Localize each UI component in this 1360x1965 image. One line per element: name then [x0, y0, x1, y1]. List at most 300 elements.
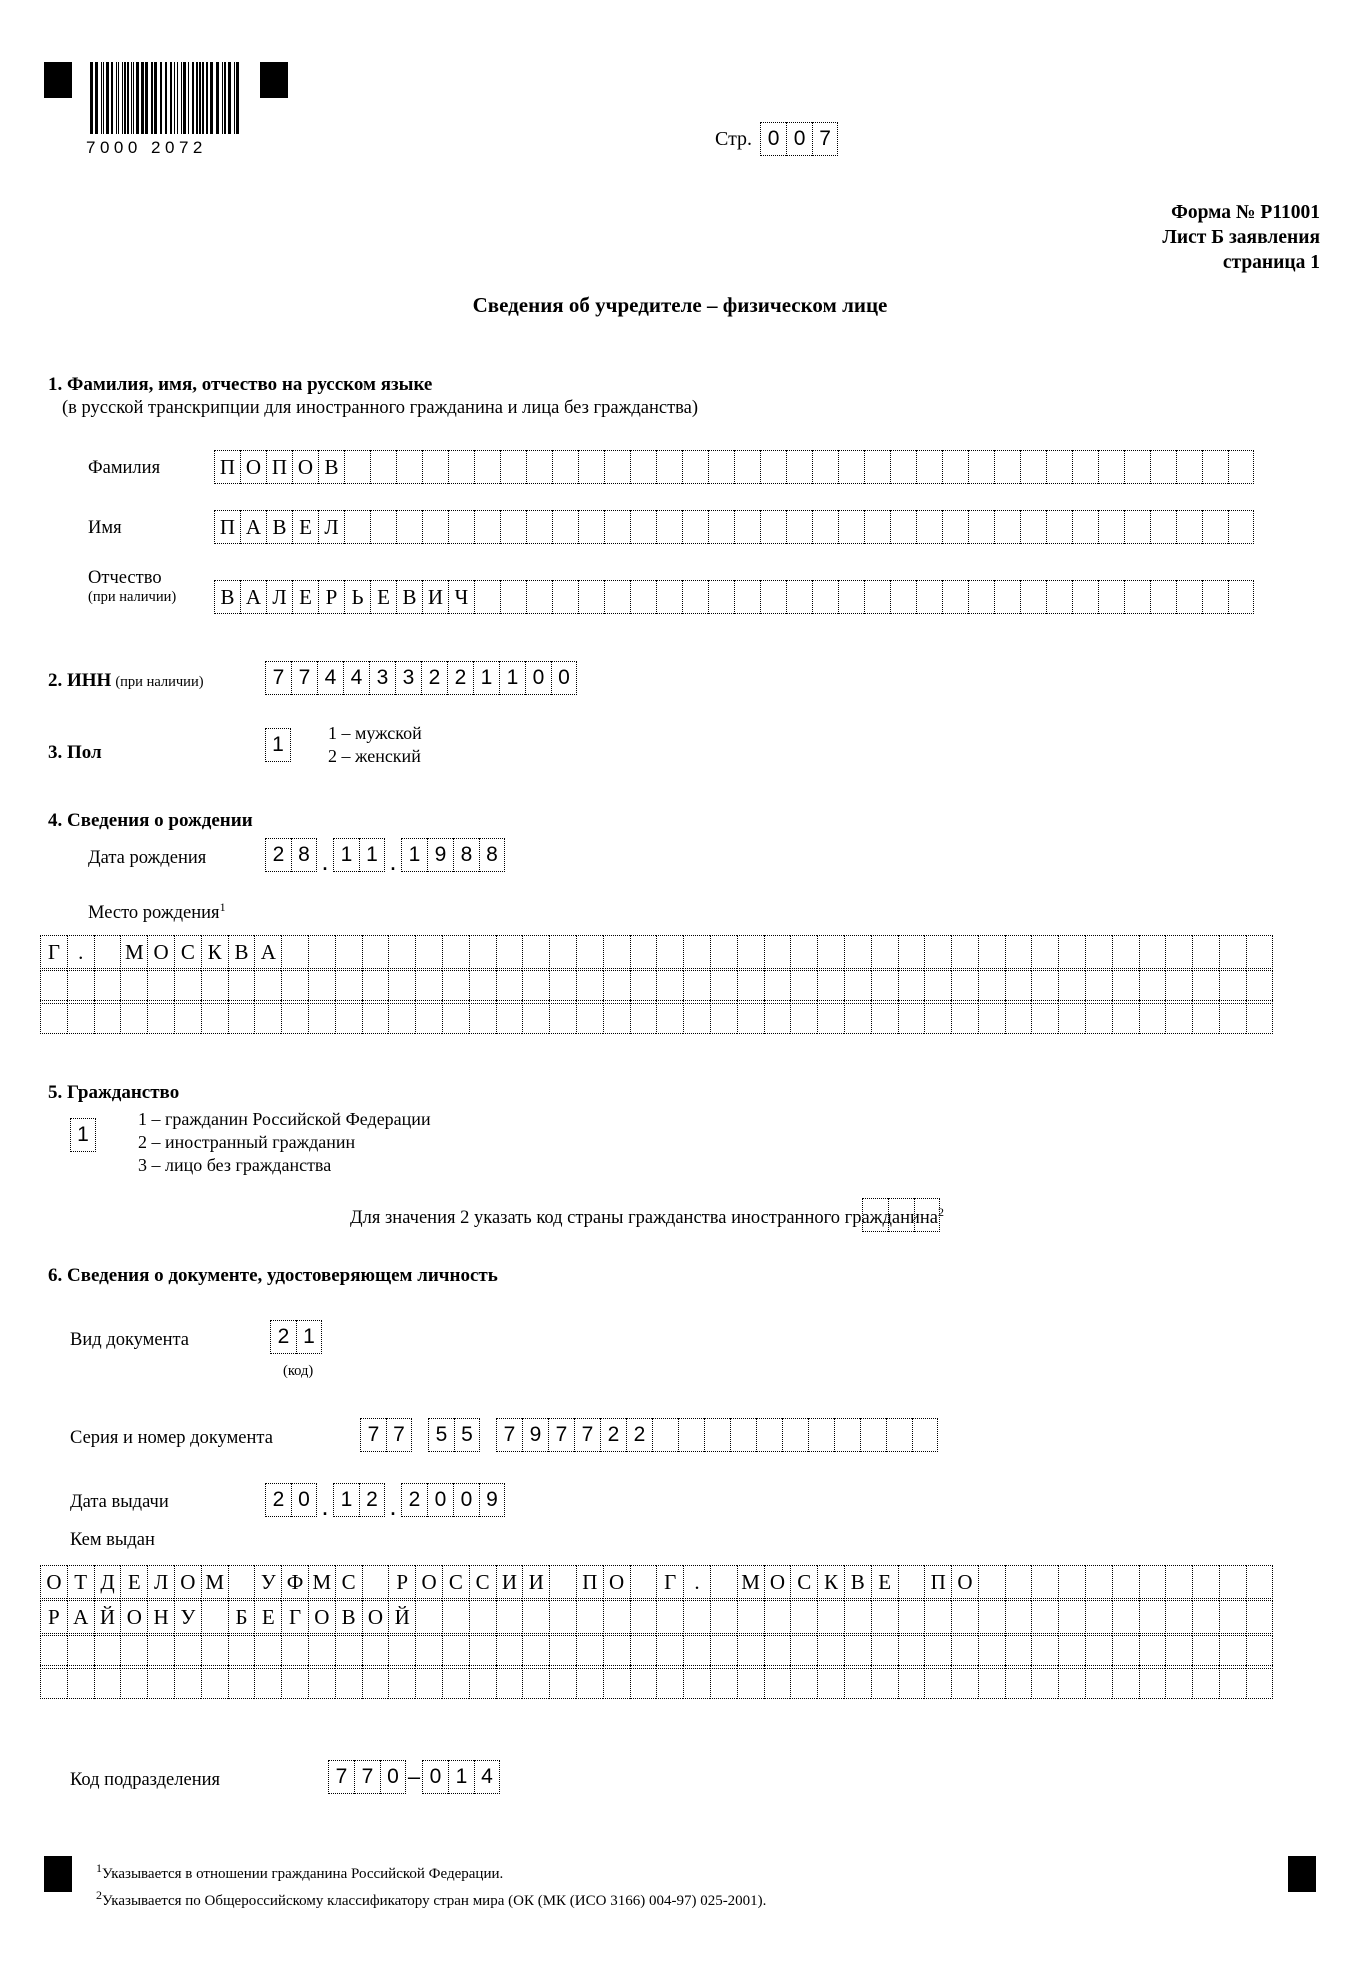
char-cell[interactable] — [1219, 970, 1246, 1004]
char-cell[interactable]: О — [415, 1565, 442, 1599]
char-cell[interactable]: Е — [254, 1600, 281, 1634]
char-cell[interactable] — [1031, 1665, 1058, 1699]
char-cell[interactable] — [994, 580, 1020, 614]
char-cell[interactable] — [1046, 510, 1072, 544]
char-cell[interactable]: О — [764, 1565, 791, 1599]
char-cell[interactable] — [978, 1665, 1005, 1699]
char-cell[interactable] — [916, 510, 942, 544]
char-cell[interactable]: 2 — [626, 1418, 652, 1452]
char-cell[interactable]: С — [469, 1565, 496, 1599]
char-cell[interactable]: К — [201, 935, 228, 969]
char-cell[interactable] — [683, 1665, 710, 1699]
char-cell[interactable] — [552, 450, 578, 484]
char-cell[interactable] — [994, 450, 1020, 484]
char-cell[interactable]: 8 — [479, 838, 505, 872]
char-cell[interactable] — [147, 1000, 174, 1034]
char-cell[interactable] — [228, 1565, 255, 1599]
char-cell[interactable] — [174, 970, 201, 1004]
char-cell[interactable] — [1165, 1565, 1192, 1599]
char-cell[interactable] — [630, 1665, 657, 1699]
char-cell[interactable] — [1192, 970, 1219, 1004]
char-cell[interactable] — [422, 510, 448, 544]
char-cell[interactable]: Л — [318, 510, 344, 544]
char-cell[interactable] — [308, 935, 335, 969]
char-cell[interactable] — [710, 970, 737, 1004]
char-cell[interactable] — [951, 1600, 978, 1634]
char-cell[interactable] — [1020, 450, 1046, 484]
char-cell[interactable] — [254, 1000, 281, 1034]
char-cell[interactable]: Й — [94, 1600, 121, 1634]
char-cell[interactable] — [656, 1635, 683, 1669]
char-cell[interactable] — [415, 935, 442, 969]
char-cell[interactable] — [308, 1635, 335, 1669]
issuer-input-row-4[interactable] — [40, 1665, 1320, 1699]
char-cell[interactable] — [281, 1000, 308, 1034]
char-cell[interactable] — [1005, 970, 1032, 1004]
char-cell[interactable] — [1139, 1635, 1166, 1669]
char-cell[interactable] — [844, 935, 871, 969]
char-cell[interactable] — [844, 1600, 871, 1634]
char-cell[interactable] — [1192, 935, 1219, 969]
char-cell[interactable] — [1031, 935, 1058, 969]
char-cell[interactable]: 1 — [473, 661, 499, 695]
char-cell[interactable] — [1165, 1000, 1192, 1034]
char-cell[interactable] — [254, 1665, 281, 1699]
char-cell[interactable]: 7 — [812, 122, 838, 156]
char-cell[interactable] — [578, 510, 604, 544]
cell-group[interactable] — [496, 1418, 938, 1452]
char-cell[interactable] — [1176, 450, 1202, 484]
char-cell[interactable] — [898, 1000, 925, 1034]
char-cell[interactable] — [708, 450, 734, 484]
char-cell[interactable] — [968, 510, 994, 544]
char-cell[interactable] — [370, 510, 396, 544]
inn-input[interactable] — [265, 661, 577, 695]
char-cell[interactable] — [576, 1665, 603, 1699]
char-cell[interactable] — [898, 935, 925, 969]
char-cell[interactable] — [1020, 510, 1046, 544]
char-cell[interactable] — [951, 935, 978, 969]
char-cell[interactable] — [526, 450, 552, 484]
char-cell[interactable] — [764, 1000, 791, 1034]
char-cell[interactable]: М — [201, 1565, 228, 1599]
char-cell[interactable] — [120, 1665, 147, 1699]
char-cell[interactable] — [281, 1635, 308, 1669]
char-cell[interactable] — [281, 1665, 308, 1699]
char-cell[interactable]: О — [147, 935, 174, 969]
char-cell[interactable] — [1085, 935, 1112, 969]
char-cell[interactable] — [549, 1000, 576, 1034]
char-cell[interactable]: А — [240, 580, 266, 614]
char-cell[interactable] — [308, 1665, 335, 1699]
char-cell[interactable] — [764, 1600, 791, 1634]
char-cell[interactable] — [862, 1198, 888, 1232]
char-cell[interactable] — [678, 1418, 704, 1452]
given-name-input[interactable] — [214, 510, 1254, 544]
char-cell[interactable]: Г — [40, 935, 67, 969]
char-cell[interactable] — [174, 1000, 201, 1034]
char-cell[interactable] — [1085, 1665, 1112, 1699]
char-cell[interactable] — [254, 1635, 281, 1669]
char-cell[interactable]: Е — [120, 1565, 147, 1599]
char-cell[interactable] — [924, 970, 951, 1004]
char-cell[interactable] — [40, 1665, 67, 1699]
char-cell[interactable] — [415, 970, 442, 1004]
char-cell[interactable]: О — [308, 1600, 335, 1634]
birth-place-input-row-3[interactable] — [40, 1000, 1320, 1034]
char-cell[interactable] — [469, 935, 496, 969]
char-cell[interactable]: П — [266, 450, 292, 484]
char-cell[interactable] — [549, 1565, 576, 1599]
char-cell[interactable] — [1202, 450, 1228, 484]
char-cell[interactable] — [415, 1600, 442, 1634]
char-cell[interactable]: 0 — [422, 1760, 448, 1794]
char-cell[interactable] — [388, 935, 415, 969]
char-cell[interactable] — [396, 510, 422, 544]
char-cell[interactable]: 1 — [448, 1760, 474, 1794]
char-cell[interactable]: В — [844, 1565, 871, 1599]
char-cell[interactable] — [951, 970, 978, 1004]
char-cell[interactable]: П — [576, 1565, 603, 1599]
char-cell[interactable] — [737, 1600, 764, 1634]
char-cell[interactable]: . — [67, 935, 94, 969]
char-cell[interactable] — [968, 450, 994, 484]
char-cell[interactable]: И — [422, 580, 448, 614]
char-cell[interactable] — [682, 450, 708, 484]
char-cell[interactable] — [396, 450, 422, 484]
char-cell[interactable] — [683, 1000, 710, 1034]
char-cell[interactable] — [682, 510, 708, 544]
char-cell[interactable]: 1 — [296, 1320, 322, 1354]
char-cell[interactable] — [228, 1665, 255, 1699]
char-cell[interactable] — [1150, 580, 1176, 614]
char-cell[interactable] — [335, 1000, 362, 1034]
char-cell[interactable] — [916, 580, 942, 614]
char-cell[interactable] — [335, 970, 362, 1004]
char-cell[interactable] — [174, 1665, 201, 1699]
char-cell[interactable] — [442, 1600, 469, 1634]
char-cell[interactable]: Й — [388, 1600, 415, 1634]
char-cell[interactable] — [469, 970, 496, 1004]
char-cell[interactable] — [1202, 580, 1228, 614]
char-cell[interactable]: 2 — [401, 1483, 427, 1517]
char-cell[interactable] — [1219, 1635, 1246, 1669]
char-cell[interactable] — [871, 970, 898, 1004]
char-cell[interactable]: 2 — [359, 1483, 385, 1517]
char-cell[interactable] — [344, 450, 370, 484]
char-cell[interactable] — [94, 1000, 121, 1034]
char-cell[interactable] — [448, 510, 474, 544]
char-cell[interactable] — [442, 935, 469, 969]
char-cell[interactable] — [924, 1665, 951, 1699]
char-cell[interactable]: Р — [318, 580, 344, 614]
char-cell[interactable] — [978, 970, 1005, 1004]
char-cell[interactable]: Л — [147, 1565, 174, 1599]
char-cell[interactable] — [860, 1418, 886, 1452]
char-cell[interactable] — [474, 580, 500, 614]
char-cell[interactable]: 7 — [328, 1760, 354, 1794]
char-cell[interactable] — [737, 1665, 764, 1699]
char-cell[interactable]: С — [335, 1565, 362, 1599]
char-cell[interactable]: 0 — [786, 122, 812, 156]
char-cell[interactable] — [578, 580, 604, 614]
char-cell[interactable] — [281, 935, 308, 969]
birth-date-input[interactable] — [265, 838, 505, 876]
char-cell[interactable] — [1005, 1665, 1032, 1699]
char-cell[interactable] — [1031, 1565, 1058, 1599]
char-cell[interactable] — [603, 970, 630, 1004]
char-cell[interactable] — [790, 1000, 817, 1034]
char-cell[interactable] — [1058, 1665, 1085, 1699]
char-cell[interactable] — [201, 1665, 228, 1699]
char-cell[interactable] — [871, 1665, 898, 1699]
char-cell[interactable] — [1139, 1565, 1166, 1599]
char-cell[interactable] — [1046, 450, 1072, 484]
birth-place-input-row-1[interactable] — [40, 935, 1320, 969]
char-cell[interactable] — [1058, 970, 1085, 1004]
char-cell[interactable] — [817, 1000, 844, 1034]
char-cell[interactable] — [147, 1665, 174, 1699]
char-cell[interactable] — [817, 1600, 844, 1634]
char-cell[interactable]: 2 — [265, 838, 291, 872]
char-cell[interactable] — [838, 510, 864, 544]
char-cell[interactable] — [817, 935, 844, 969]
char-cell[interactable]: 1 — [333, 838, 359, 872]
char-cell[interactable] — [890, 580, 916, 614]
char-cell[interactable] — [1219, 1665, 1246, 1699]
char-cell[interactable] — [782, 1418, 808, 1452]
char-cell[interactable] — [1165, 1600, 1192, 1634]
char-cell[interactable] — [576, 935, 603, 969]
issue-date-input[interactable] — [265, 1483, 505, 1521]
char-cell[interactable] — [576, 970, 603, 1004]
char-cell[interactable] — [496, 970, 523, 1004]
char-cell[interactable] — [1246, 1000, 1273, 1034]
char-cell[interactable]: 5 — [428, 1418, 454, 1452]
char-cell[interactable]: 7 — [496, 1418, 522, 1452]
char-cell[interactable] — [790, 970, 817, 1004]
char-cell[interactable] — [67, 1635, 94, 1669]
char-cell[interactable] — [526, 510, 552, 544]
char-cell[interactable]: 0 — [427, 1483, 453, 1517]
char-cell[interactable] — [576, 1600, 603, 1634]
char-cell[interactable] — [1202, 510, 1228, 544]
char-cell[interactable]: Р — [40, 1600, 67, 1634]
char-cell[interactable] — [630, 450, 656, 484]
char-cell[interactable] — [924, 935, 951, 969]
char-cell[interactable] — [344, 510, 370, 544]
char-cell[interactable] — [362, 1635, 389, 1669]
char-cell[interactable] — [415, 1665, 442, 1699]
char-cell[interactable] — [978, 1000, 1005, 1034]
char-cell[interactable] — [898, 970, 925, 1004]
char-cell[interactable] — [94, 1635, 121, 1669]
char-cell[interactable] — [978, 1635, 1005, 1669]
char-cell[interactable]: 3 — [369, 661, 395, 695]
char-cell[interactable]: Е — [292, 510, 318, 544]
char-cell[interactable] — [201, 1635, 228, 1669]
char-cell[interactable]: 0 — [380, 1760, 406, 1794]
char-cell[interactable]: 2 — [447, 661, 473, 695]
char-cell[interactable] — [469, 1635, 496, 1669]
char-cell[interactable] — [1005, 1000, 1032, 1034]
char-cell[interactable] — [942, 580, 968, 614]
char-cell[interactable] — [94, 935, 121, 969]
char-cell[interactable] — [737, 935, 764, 969]
char-cell[interactable] — [730, 1418, 756, 1452]
char-cell[interactable] — [630, 970, 657, 1004]
char-cell[interactable] — [1219, 1600, 1246, 1634]
char-cell[interactable] — [549, 1600, 576, 1634]
char-cell[interactable]: 0 — [291, 1483, 317, 1517]
char-cell[interactable] — [552, 510, 578, 544]
char-cell[interactable] — [1246, 970, 1273, 1004]
cell-group[interactable] — [333, 1483, 385, 1517]
char-cell[interactable] — [1098, 510, 1124, 544]
issuer-input-row-2[interactable] — [40, 1600, 1320, 1634]
char-cell[interactable] — [1058, 1635, 1085, 1669]
char-cell[interactable] — [734, 450, 760, 484]
char-cell[interactable] — [683, 935, 710, 969]
char-cell[interactable] — [147, 1635, 174, 1669]
surname-input[interactable] — [214, 450, 1254, 484]
char-cell[interactable]: В — [335, 1600, 362, 1634]
char-cell[interactable]: М — [120, 935, 147, 969]
char-cell[interactable] — [1165, 935, 1192, 969]
char-cell[interactable] — [1139, 970, 1166, 1004]
char-cell[interactable] — [1139, 1000, 1166, 1034]
char-cell[interactable] — [147, 970, 174, 1004]
char-cell[interactable] — [388, 1000, 415, 1034]
char-cell[interactable]: 7 — [386, 1418, 412, 1452]
char-cell[interactable] — [951, 1635, 978, 1669]
char-cell[interactable] — [838, 450, 864, 484]
char-cell[interactable] — [864, 510, 890, 544]
cell-group[interactable] — [265, 1483, 317, 1517]
char-cell[interactable] — [888, 1198, 914, 1232]
char-cell[interactable] — [1228, 580, 1254, 614]
char-cell[interactable] — [682, 580, 708, 614]
char-cell[interactable] — [522, 970, 549, 1004]
char-cell[interactable]: Д — [94, 1565, 121, 1599]
char-cell[interactable] — [1150, 450, 1176, 484]
char-cell[interactable] — [924, 1600, 951, 1634]
char-cell[interactable] — [40, 1635, 67, 1669]
char-cell[interactable] — [942, 510, 968, 544]
char-cell[interactable] — [549, 1635, 576, 1669]
char-cell[interactable] — [1150, 510, 1176, 544]
char-cell[interactable]: В — [396, 580, 422, 614]
char-cell[interactable] — [496, 1635, 523, 1669]
char-cell[interactable] — [924, 1635, 951, 1669]
char-cell[interactable]: В — [228, 935, 255, 969]
char-cell[interactable] — [760, 580, 786, 614]
char-cell[interactable] — [362, 935, 389, 969]
char-cell[interactable] — [603, 1600, 630, 1634]
char-cell[interactable] — [871, 1635, 898, 1669]
char-cell[interactable] — [576, 1000, 603, 1034]
char-cell[interactable] — [656, 450, 682, 484]
char-cell[interactable] — [1219, 935, 1246, 969]
char-cell[interactable] — [924, 1000, 951, 1034]
char-cell[interactable] — [362, 1565, 389, 1599]
char-cell[interactable]: 4 — [343, 661, 369, 695]
char-cell[interactable] — [710, 1665, 737, 1699]
char-cell[interactable] — [914, 1198, 940, 1232]
char-cell[interactable] — [630, 510, 656, 544]
char-cell[interactable]: 2 — [600, 1418, 626, 1452]
char-cell[interactable] — [656, 1600, 683, 1634]
char-cell[interactable]: 7 — [574, 1418, 600, 1452]
char-cell[interactable] — [442, 1000, 469, 1034]
char-cell[interactable] — [40, 970, 67, 1004]
char-cell[interactable]: 0 — [453, 1483, 479, 1517]
char-cell[interactable] — [1085, 1600, 1112, 1634]
char-cell[interactable] — [1031, 970, 1058, 1004]
char-cell[interactable]: 4 — [474, 1760, 500, 1794]
char-cell[interactable]: Е — [370, 580, 396, 614]
char-cell[interactable] — [898, 1665, 925, 1699]
char-cell[interactable] — [916, 450, 942, 484]
char-cell[interactable] — [1176, 580, 1202, 614]
char-cell[interactable] — [710, 1565, 737, 1599]
char-cell[interactable]: И — [522, 1565, 549, 1599]
char-cell[interactable] — [1031, 1600, 1058, 1634]
cell-group[interactable] — [328, 1760, 406, 1794]
char-cell[interactable] — [817, 1635, 844, 1669]
page-number-cells[interactable] — [760, 122, 838, 156]
char-cell[interactable]: В — [214, 580, 240, 614]
char-cell[interactable]: Б — [228, 1600, 255, 1634]
char-cell[interactable] — [656, 1665, 683, 1699]
char-cell[interactable] — [1219, 1565, 1246, 1599]
char-cell[interactable] — [604, 450, 630, 484]
char-cell[interactable] — [522, 935, 549, 969]
char-cell[interactable] — [734, 510, 760, 544]
char-cell[interactable] — [844, 1635, 871, 1669]
char-cell[interactable] — [864, 450, 890, 484]
char-cell[interactable] — [708, 580, 734, 614]
char-cell[interactable] — [120, 970, 147, 1004]
char-cell[interactable]: 2 — [270, 1320, 296, 1354]
cell-group[interactable] — [401, 838, 505, 872]
char-cell[interactable] — [388, 1665, 415, 1699]
char-cell[interactable]: О — [603, 1565, 630, 1599]
char-cell[interactable] — [630, 935, 657, 969]
char-cell[interactable] — [1098, 580, 1124, 614]
char-cell[interactable] — [1192, 1565, 1219, 1599]
char-cell[interactable] — [1139, 1665, 1166, 1699]
char-cell[interactable]: 7 — [354, 1760, 380, 1794]
char-cell[interactable] — [94, 970, 121, 1004]
char-cell[interactable] — [652, 1418, 678, 1452]
char-cell[interactable]: Ф — [281, 1565, 308, 1599]
char-cell[interactable] — [871, 1600, 898, 1634]
char-cell[interactable] — [496, 1000, 523, 1034]
char-cell[interactable] — [756, 1418, 782, 1452]
cell-group[interactable] — [422, 1760, 500, 1794]
char-cell[interactable] — [552, 580, 578, 614]
char-cell[interactable]: 1 — [265, 728, 291, 762]
cell-group[interactable] — [428, 1418, 480, 1452]
char-cell[interactable] — [496, 935, 523, 969]
char-cell[interactable] — [40, 1000, 67, 1034]
char-cell[interactable]: 7 — [548, 1418, 574, 1452]
char-cell[interactable] — [978, 1600, 1005, 1634]
char-cell[interactable] — [1058, 1565, 1085, 1599]
char-cell[interactable] — [1124, 510, 1150, 544]
char-cell[interactable]: Е — [871, 1565, 898, 1599]
